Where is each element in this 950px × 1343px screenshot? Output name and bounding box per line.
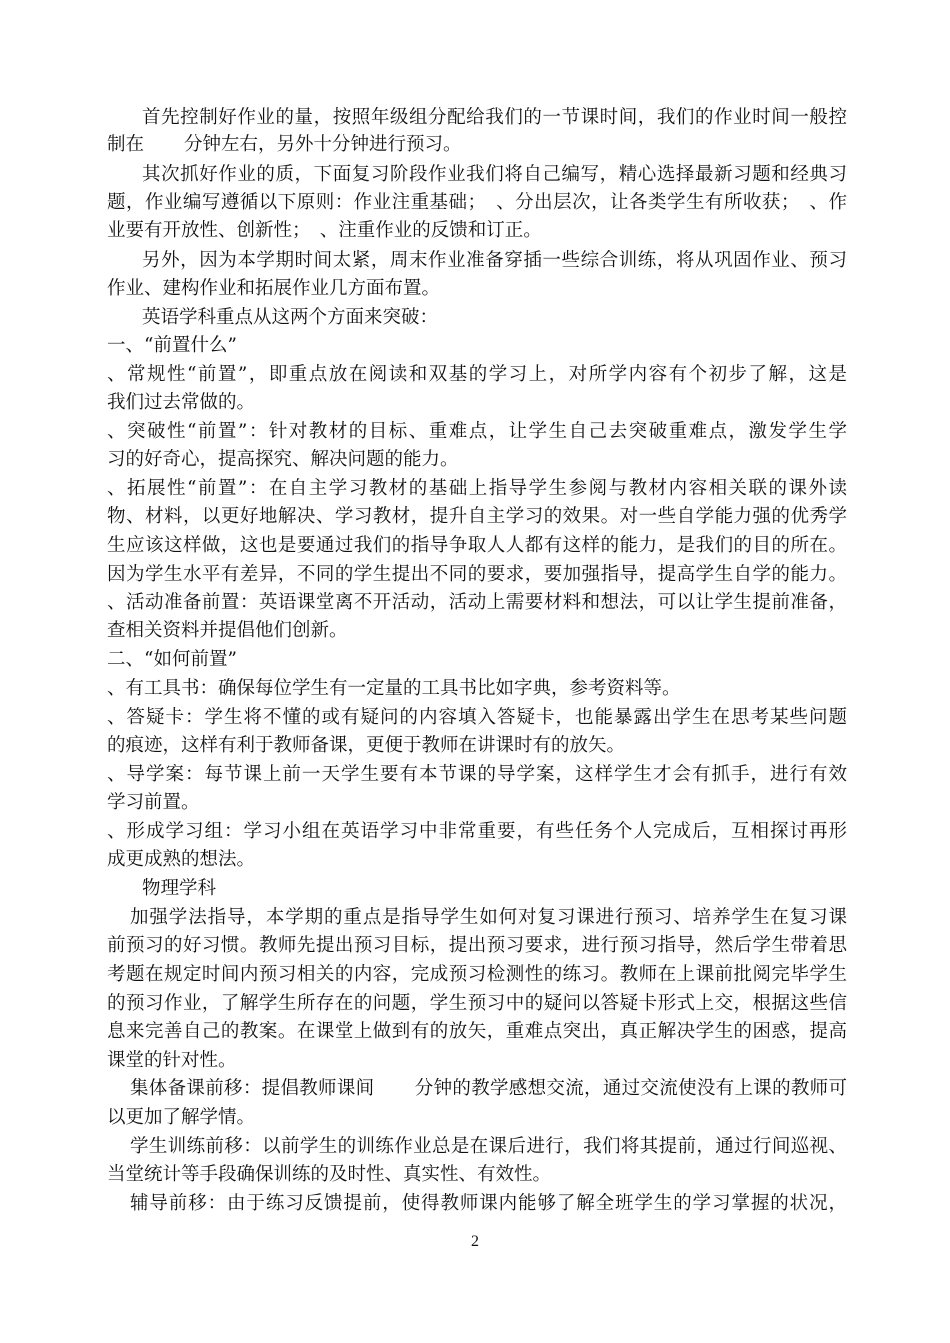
text-fragment: 分钟的教学感想交流，通过交流使没有上课的教师可: [414, 1078, 847, 1099]
s1-item3-line4: 因为学生水平有差异，不同的学生提出不同的要求，要加强指导，提高学生自学的能力。: [107, 564, 847, 585]
para-homework-quality-line1: 其次抓好作业的质，下面复习阶段作业我们将自己编写，精心选择最新习题和经典习: [142, 164, 847, 185]
s2-item4-line2: 成更成熟的想法。: [107, 849, 256, 870]
para-collective-prep-line1: [130, 1074, 847, 1104]
para-physics-line3: 考题在规定时间内预习相关的内容，完成预习检测性的练习。教师在上课前批阅完毕学生: [107, 964, 847, 985]
text-fragment: 制在: [107, 134, 145, 155]
para-homework-quality-line2: 题，作业编写遵循以下原则：作业注重基础； 、分出层次，让各类学生有所收获； 、作: [107, 192, 847, 213]
para-physics-line1: 加强学法指导，本学期的重点是指导学生如何对复习课进行预习、培养学生在复习课: [130, 907, 847, 928]
s2-item3-line2: 学习前置。: [107, 792, 200, 813]
para-tutoring-line1: 辅导前移：由于练习反馈提前，使得教师课内能够了解全班学生的学习掌握的状况，: [130, 1193, 847, 1214]
para-physics-line2: 前预习的好习惯。教师先提出预习目标，提出预习要求，进行预习指导，然后学生带着思: [107, 935, 847, 956]
para-training-line2: 当堂统计等手段确保训练的及时性、真实性、有效性。: [107, 1164, 552, 1185]
s1-item4-line1: 、活动准备前置：英语课堂离不开活动，活动上需要材料和想法，可以让学生提前准备，: [107, 592, 847, 613]
para-physics-line4: 的预习作业，了解学生所存在的问题，学生预习中的疑问以答疑卡形式上交，根据这些信: [107, 993, 847, 1014]
para-physics-line5: 息来完善自己的教案。在课堂上做到有的放矢，重难点突出，真正解决学生的困惑，提高: [107, 1021, 847, 1042]
para-weekend-line1: 另外，因为本学期时间太紧，周末作业准备穿插一些综合训练，将从巩固作业、预习: [142, 250, 847, 271]
para-training-line1: 学生训练前移：以前学生的训练作业总是在课后进行，我们将其提前，通过行间巡视、: [130, 1136, 847, 1157]
para-homework-amount-line2: [107, 130, 847, 160]
s1-item2-line2: 习的好奇心，提高探究、解决问题的能力。: [107, 449, 459, 470]
s1-item3-line1: 、拓展性“前置”：在自主学习教材的基础上指导学生参阅与教材内容相关联的课外读: [107, 478, 847, 499]
s1-item3-line3: 生应该这样做，这也是要通过我们的指导争取人人都有这样的能力，是我们的目的所在。: [107, 535, 847, 556]
physics-heading: 物理学科: [142, 878, 217, 899]
s1-item1-line2: 我们过去常做的。: [107, 392, 256, 413]
s1-item3-line2: 物、材料，以更好地解决、学习教材，提升自主学习的效果。对一些自学能力强的优秀学: [107, 506, 847, 527]
text-fragment: 集体备课前移：提倡教师课间: [130, 1078, 375, 1099]
para-weekend-line2: 作业、建构作业和拓展作业几方面布置。: [107, 278, 441, 299]
para-collective-prep-line2: 以更加了解学情。: [107, 1107, 256, 1128]
para-physics-line6: 课堂的针对性。: [107, 1050, 237, 1071]
para-homework-quality-line3: 业要有开放性、创新性； 、注重作业的反馈和订正。: [107, 220, 542, 241]
s2-item4-line1: 、形成学习组：学习小组在英语学习中非常重要，有些任务个人完成后，互相探讨再形: [107, 821, 847, 842]
section1-title: 一、“前置什么”: [107, 335, 237, 356]
english-heading: 英语学科重点从这两个方面来突破：: [142, 307, 439, 328]
s2-item2-line1: 、答疑卡：学生将不懂的或有疑问的内容填入答疑卡，也能暴露出学生在思考某些问题: [107, 707, 847, 728]
para-homework-amount-line1: 首先控制好作业的量，按照年级组分配给我们的一节课时间，我们的作业时间一般控: [142, 107, 847, 128]
section2-title: 二、“如何前置”: [107, 649, 237, 670]
s1-item2-line1: 、突破性“前置”：针对教材的目标、重难点，让学生自己去突破重难点，激发学生学: [107, 421, 847, 442]
s1-item1-line1: 、常规性“前置”，即重点放在阅读和双基的学习上，对所学内容有个初步了解，这是: [107, 364, 847, 385]
text-fragment: 分钟左右，另外十分钟进行预习。: [184, 134, 462, 155]
s1-item4-line2: 查相关资料并提倡他们创新。: [107, 620, 348, 641]
s2-item3-line1: 、导学案：每节课上前一天学生要有本节课的导学案，这样学生才会有抓手，进行有效: [107, 764, 847, 785]
s2-item1: 、有工具书：确保每位学生有一定量的工具书比如字典，参考资料等。: [107, 678, 681, 699]
s2-item2-line2: 的痕迹，这样有利于教师备课，更便于教师在讲课时有的放矢。: [107, 735, 626, 756]
page-number: 2: [471, 1233, 479, 1250]
